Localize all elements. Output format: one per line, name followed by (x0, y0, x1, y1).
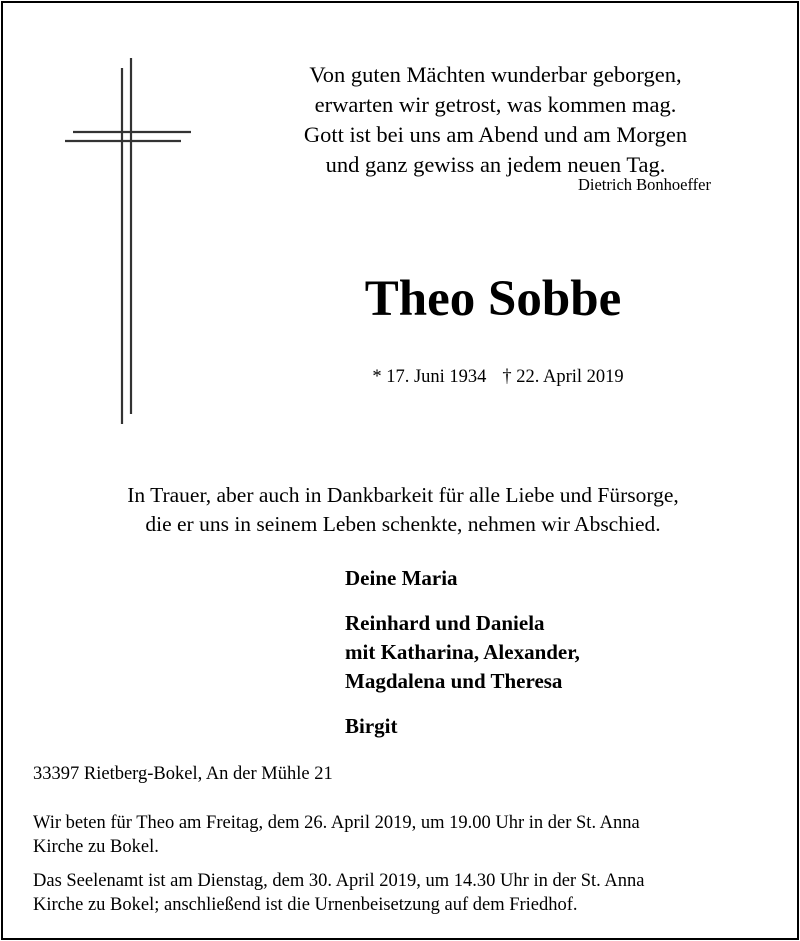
mourner-name: mit Katharina, Alexander, (345, 640, 580, 664)
life-dates (333, 365, 663, 389)
notice-line: Das Seelenamt ist am Dienstag, dem 30. April 2019, um 14.30 Uhr in der St. Anna (33, 871, 645, 891)
mourner-name: Deine Maria (345, 566, 458, 590)
family-address: 33397 Rietberg-Bokel, An der Mühle 21 (33, 764, 333, 784)
cross-icon (65, 58, 193, 424)
mourner-name: Birgit (345, 714, 398, 738)
bonhoeffer-poem (268, 60, 723, 180)
mourning-text (43, 481, 763, 539)
notice-line: Wir beten für Theo am Freitag, dem 26. April 2019, um 19.00 Uhr in der St. Anna (33, 813, 640, 833)
poem-line: erwarten wir getrost, was kommen mag. (314, 92, 677, 117)
notice-line: Kirche zu Bokel; anschließend ist die Urnenbeisetzung auf dem Friedhof. (33, 895, 578, 915)
birth-date: * 17. Juni 1934 (372, 367, 487, 387)
mourner-group (345, 609, 765, 696)
poem-line: Von guten Mächten wunderbar geborgen, (309, 62, 682, 87)
mourner-name: Reinhard und Daniela (345, 611, 545, 635)
prayer-notice (33, 811, 753, 859)
mourners-list (345, 564, 765, 741)
notice-line: Kirche zu Bokel. (33, 837, 159, 857)
poem-author: Dietrich Bonhoeffer (577, 175, 711, 194)
obituary-frame (1, 1, 799, 940)
requiem-notice (33, 869, 753, 917)
poem-line: Gott ist bei uns am Abend und am Morgen (303, 122, 688, 147)
mourner-name: Magdalena und Theresa (345, 669, 563, 693)
deceased-name: Theo Sobbe (364, 271, 622, 327)
mourner-group (345, 564, 765, 593)
mourner-group (345, 712, 765, 741)
death-date: † 22. April 2019 (502, 367, 624, 387)
poem-line: und ganz gewiss an jedem neuen Tag. (325, 152, 666, 177)
mourning-line: In Trauer, aber auch in Dankbarkeit für alle Liebe und Fürsorge, (127, 483, 679, 507)
mourning-line: die er uns in seinem Leben schenkte, nehmen wir Abschied. (145, 512, 661, 536)
